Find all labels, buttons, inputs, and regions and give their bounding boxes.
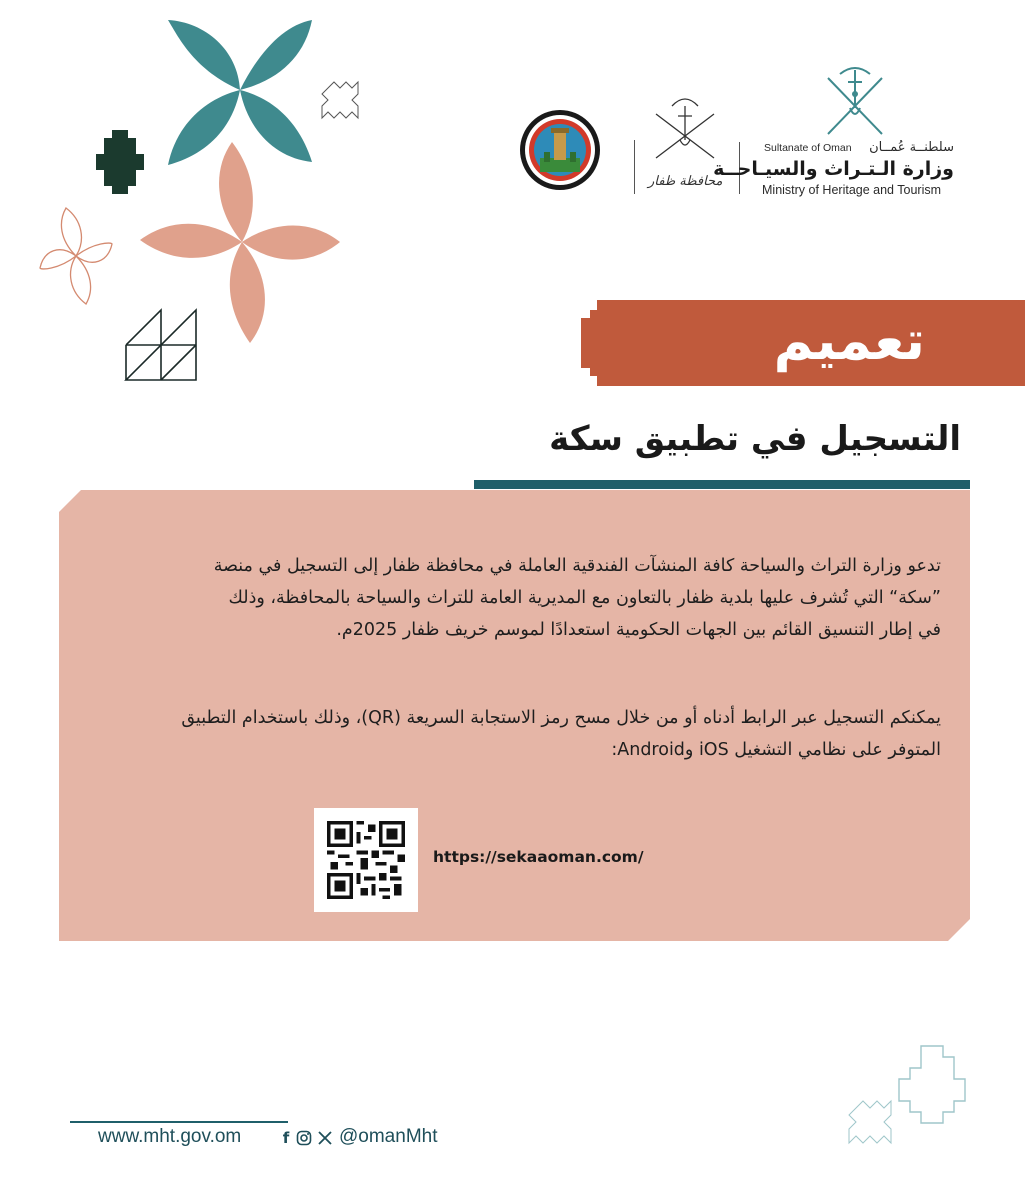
salmon-flower-decoration (140, 142, 340, 343)
paragraph-line: يمكنكم التسجيل عبر الرابط أدناه أو من خلال مسح رمز الاستجابة السريعة (QR)، وذلك باستخدام التطبيق (181, 708, 941, 728)
governorate-name: محافظة ظفار (648, 174, 723, 189)
ministry-name-en: Ministry of Heritage and Tourism (762, 183, 942, 197)
paragraph-line: المتوفر على نظامي التشغيل iOS وAndroid: (611, 740, 941, 760)
footer-website-link[interactable]: www.mht.gov.om (98, 1126, 242, 1147)
x-icon[interactable] (317, 1130, 333, 1146)
footer-social-handle[interactable]: @omanMht (339, 1126, 438, 1147)
facebook-icon[interactable]: f (282, 1129, 290, 1147)
lattice-decoration-bottom (849, 1101, 891, 1143)
khanjar-emblem-icon (642, 88, 728, 168)
qr-code[interactable] (314, 808, 418, 912)
instagram-icon[interactable] (296, 1130, 312, 1146)
body-paragraph-2 (141, 702, 941, 766)
paragraph-line: في إطار التنسيق القائم بين الجهات الحكومية استعدادًا لموسم خريف ظفار 2025م. (336, 620, 941, 640)
body-paragraph-1 (141, 550, 941, 646)
paragraph-line: تدعو وزارة التراث والسياحة كافة المنشآت الفندقية العاملة في محافظة ظفار إلى التسجيل في منصة (213, 556, 941, 576)
governorate-logo (642, 88, 728, 198)
ministry-name-ar: وزارة الـتـراث والسيـاحــة (713, 158, 954, 180)
registration-link[interactable]: https://sekaaoman.com/ (433, 848, 644, 866)
paragraph-line: ”سكة“ التي تُشرف عليها بلدية ظفار بالتعاون مع المديرية العامة للتراث والسياحة بالمحافظة، وذلك (228, 588, 941, 608)
page-subtitle: التسجيل في تطبيق سكة (549, 419, 961, 459)
banner-title: تعميم (773, 309, 925, 372)
plus-decoration (96, 130, 144, 194)
outline-plus-decoration (899, 1046, 965, 1123)
teal-flower-decoration (168, 20, 312, 165)
sultanate-en: Sultanate of Oman (764, 142, 852, 154)
municipality-logo (518, 108, 602, 192)
khanjar-emblem-icon (820, 64, 890, 140)
sultanate-ar: سلطنــة عُمــان (869, 140, 954, 155)
triangle-lattice-decoration (126, 310, 196, 380)
footer-rule (70, 1121, 288, 1123)
lattice-decoration (322, 82, 358, 118)
outline-flower-decoration (40, 208, 112, 304)
logo-separator (634, 140, 635, 194)
subtitle-underline (474, 480, 970, 489)
qr-code-icon (327, 821, 405, 899)
ministry-logo-block (713, 64, 964, 204)
